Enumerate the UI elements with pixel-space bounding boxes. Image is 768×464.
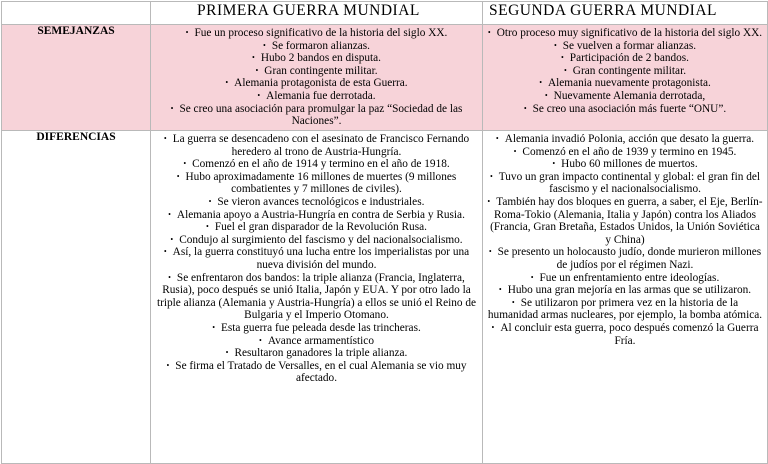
bullet-item: • Hubo aproximadamente 16 millones de muertes (9 millones combatientes y 7 millones de civiles).	[155, 171, 478, 196]
bullet-item: • Alemania invadió Polonia, acción que desato la guerra.	[487, 133, 763, 146]
bullet-item: • Se creo una asociación para promulgar la paz “Sociedad de las Naciones”.	[155, 103, 478, 128]
bullet-item: • Esta guerra fue peleada desde las trincheras.	[155, 322, 478, 335]
header-primera-guerra: PRIMERA GUERRA MUNDIAL	[151, 2, 483, 25]
diferencias-segunda-cell	[483, 131, 768, 464]
semejanzas-label: SEMEJANZAS	[2, 25, 151, 131]
bullet-item: • Gran contingente militar.	[487, 65, 763, 78]
bullet-item: • Se vieron avances tecnológicos e industriales.	[155, 196, 478, 209]
bullet-item: • Se utilizaron por primera vez en la historia de la humanidad armas nucleares, por ejemplo, la bomba atómica.	[487, 297, 763, 322]
bullet-item: • Alemania fue derrotada.	[155, 90, 478, 103]
bullet-item: • Hubo 60 millones de muertos.	[487, 158, 763, 171]
comparison-table	[1, 1, 768, 464]
bullet-item: • También hay dos bloques en guerra, a saber, el Eje, Berlín- Roma-Tokio (Alemania, Italia y Japón) contra los Aliados (Francia, Gran Bretaña, Estados Unidos, la Unión Soviética y China)	[487, 196, 763, 246]
bullet-item: • Se formaron alianzas.	[155, 40, 478, 53]
diferencias-primera-cell	[151, 131, 483, 464]
semejanzas-primera-list	[151, 25, 482, 128]
diferencias-primera-list	[151, 131, 482, 385]
header-corner-cell	[2, 2, 151, 25]
diferencias-row	[2, 131, 768, 464]
bullet-item: • Al concluir esta guerra, poco después comenzó la Guerra Fría.	[487, 322, 763, 347]
bullet-item: • Fue un proceso significativo de la historia del siglo XX.	[155, 27, 478, 40]
bullet-item: • Alemania protagonista de esta Guerra.	[155, 77, 478, 90]
bullet-item: • Fuel el gran disparador de la Revolución Rusa.	[155, 221, 478, 234]
bullet-item: • Alemania apoyo a Austria-Hungría en contra de Serbia y Rusia.	[155, 209, 478, 222]
bullet-item: • Se creo una asociación más fuerte “ONU”.	[487, 103, 763, 116]
bullet-item: • Gran contingente militar.	[155, 65, 478, 78]
bullet-item: • Comenzó en el año de 1914 y termino en el año de 1918.	[155, 158, 478, 171]
bullet-item: • Se presento un holocausto judío, donde murieron millones de judíos por el régimen Nazi.	[487, 246, 763, 271]
bullet-item: • Así, la guerra constituyó una lucha entre los imperialistas por una nueva división del mundo.	[155, 246, 478, 271]
diferencias-label: DIFERENCIAS	[2, 131, 151, 464]
semejanzas-primera-cell	[151, 25, 483, 131]
bullet-item: • Avance armamentístico	[155, 335, 478, 348]
bullet-item: • Comenzó en el año de 1939 y termino en 1945.	[487, 146, 763, 159]
bullet-item: • La guerra se desencadeno con el asesinato de Francisco Fernando heredero al trono de Austria-Hungría.	[155, 133, 478, 158]
bullet-item: • Resultaron ganadores la triple alianza.	[155, 347, 478, 360]
semejanzas-segunda-cell	[483, 25, 768, 131]
bullet-item: • Se enfrentaron dos bandos: la triple alianza (Francia, Inglaterra, Rusia), poco después se unió Italia, Japón y EUA. Y por otro lado la triple alianza (Alemania y Austria-Hungría) a ellos se unió el Reino de Bulgaria y el Imperio Otomano.	[155, 272, 478, 322]
bullet-item: • Nuevamente Alemania derrotada,	[487, 90, 763, 103]
bullet-item: • Participación de 2 bandos.	[487, 52, 763, 65]
semejanzas-segunda-list	[483, 25, 767, 115]
diferencias-segunda-list	[483, 131, 767, 347]
bullet-item: • Condujo al surgimiento del fascismo y del nacionalsocialismo.	[155, 234, 478, 247]
header-row	[2, 2, 768, 25]
bullet-item: • Hubo una gran mejoría en las armas que se utilizaron.	[487, 284, 763, 297]
bullet-item: • Alemania nuevamente protagonista.	[487, 77, 763, 90]
header-segunda-guerra: SEGUNDA GUERRA MUNDIAL	[483, 2, 768, 25]
bullet-item: • Hubo 2 bandos en disputa.	[155, 52, 478, 65]
bullet-item: • Otro proceso muy significativo de la historia del siglo XX.	[487, 27, 763, 40]
bullet-item: • Se firma el Tratado de Versalles, en el cual Alemania se vio muy afectado.	[155, 360, 478, 385]
bullet-item: • Fue un enfrentamiento entre ideologías.	[487, 272, 763, 285]
bullet-item: • Se vuelven a formar alianzas.	[487, 40, 763, 53]
bullet-item: • Tuvo un gran impacto continental y global: el gran fin del fascismo y el nacionalsocialismo.	[487, 171, 763, 196]
semejanzas-row	[2, 25, 768, 131]
